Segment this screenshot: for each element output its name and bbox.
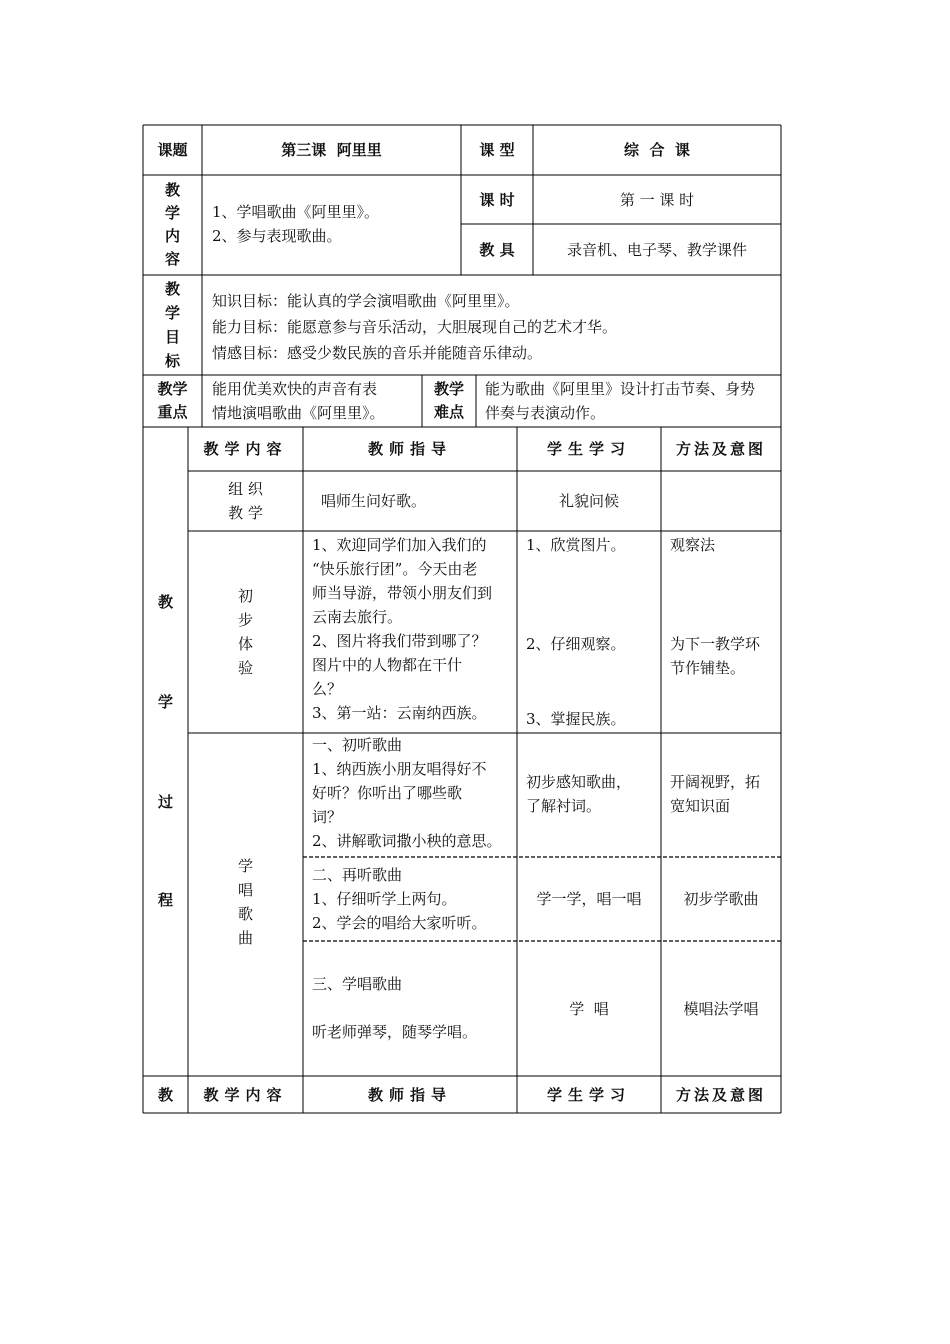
row-experience-method-1: 观察法 — [670, 536, 716, 554]
row-organize-content: 组 织 教 学 — [228, 480, 263, 522]
process-side-char: 学 — [157, 693, 173, 711]
row-experience-method-2: 为下一教学环 节作铺垫。 — [670, 635, 761, 677]
footer-header-student: 学生学习 — [546, 1085, 631, 1104]
process-side-char: 教 — [157, 593, 173, 611]
period-value: 第 一 课 时 — [619, 190, 695, 209]
row-learn-method-1: 开阔视野，拓 宽知识面 — [670, 773, 761, 815]
row-learn-teacher-2: 二、再听歌曲 1、仔细听学上两句。 2、学会的唱给大家听听。 — [312, 866, 487, 932]
process-side-char: 程 — [157, 891, 173, 909]
row-learn-method-2: 初步学歌曲 — [683, 890, 759, 908]
tools-value: 录音机、电子琴、教学课件 — [566, 240, 747, 259]
goals-text: 知识目标：能认真的学会演唱歌曲《阿里里》。 能力目标：能愿意参与音乐活动，大胆展现自己的艺术才华。 情感目标：感受少数民族的音乐并能随音乐律动。 — [212, 292, 618, 362]
row-experience-teacher: 1、欢迎同学们加入我们的 “快乐旅行团”。今天由老 师当导游，带领小朋友们到 云南去旅行。 2、图片将我们带到哪了？ 图片中的人物都在干什 么？ 3、第一站：云南纳西族。 — [312, 536, 493, 722]
row-experience-student-1: 1、欣赏图片。 — [526, 536, 626, 554]
col-header-student: 学生学习 — [546, 440, 631, 458]
process-side-char: 过 — [157, 793, 173, 811]
col-header-method: 方法及意图 — [675, 440, 766, 458]
topic-label: 课题 — [157, 141, 188, 159]
footer-header-content: 教学内容 — [203, 1085, 288, 1104]
key-point-label: 教学 重点 — [157, 380, 188, 421]
content-items: 1、学唱歌曲《阿里里》。 2、参与表现歌曲。 — [212, 203, 380, 245]
row-learn-student-2: 学一学，唱一唱 — [536, 890, 642, 908]
period-label: 课 时 — [479, 190, 515, 209]
type-value: 综 合 课 — [624, 141, 690, 159]
footer-header-teacher: 教师指导 — [367, 1085, 452, 1104]
row-experience-student-3: 3、掌握民族。 — [526, 710, 626, 728]
goals-label: 教 学 目 标 — [164, 280, 180, 370]
row-organize-method — [661, 471, 781, 531]
row-organize-teacher: 唱师生问好歌。 — [321, 492, 427, 510]
row-learn-student-3: 学 唱 — [569, 999, 609, 1018]
footer-header-method: 方法及意图 — [675, 1085, 766, 1104]
content-label: 教 学 内 容 — [164, 181, 180, 268]
row-learn-student-1: 初步感知歌曲， 了解衬词。 — [526, 773, 632, 815]
key-point-text: 能用优美欢快的声音有表 情地演唱歌曲《阿里里》。 — [212, 380, 385, 422]
footer-side-char: 教 — [157, 1085, 173, 1104]
topic-value: 第三课 阿里里 — [281, 141, 382, 159]
col-header-teacher: 教师指导 — [367, 440, 452, 458]
row-experience-content: 初 步 体 验 — [237, 587, 253, 677]
row-experience-student-2: 2、仔细观察。 — [526, 635, 626, 653]
tools-label: 教 具 — [479, 240, 515, 259]
type-label: 课 型 — [479, 141, 515, 159]
difficulty-label: 教学 难点 — [433, 380, 464, 421]
row-organize-student: 礼貌问候 — [558, 492, 619, 510]
row-learn-content: 学 唱 歌 曲 — [237, 856, 253, 947]
row-learn-teacher-1: 一、初听歌曲 1、纳西族小朋友唱得好不 好听？你听出了哪些歌 词？ 2、讲解歌词撒小秧的意思。 — [312, 736, 502, 850]
col-header-content: 教学内容 — [203, 440, 288, 458]
row-learn-method-3: 模唱法学唱 — [683, 999, 759, 1018]
row-learn-teacher-3: 三、学唱歌曲 听老师弹琴，随琴学唱。 — [312, 975, 478, 1041]
difficulty-text: 能为歌曲《阿里里》设计打击节奏、身势 伴奏与表演动作。 — [485, 380, 756, 422]
